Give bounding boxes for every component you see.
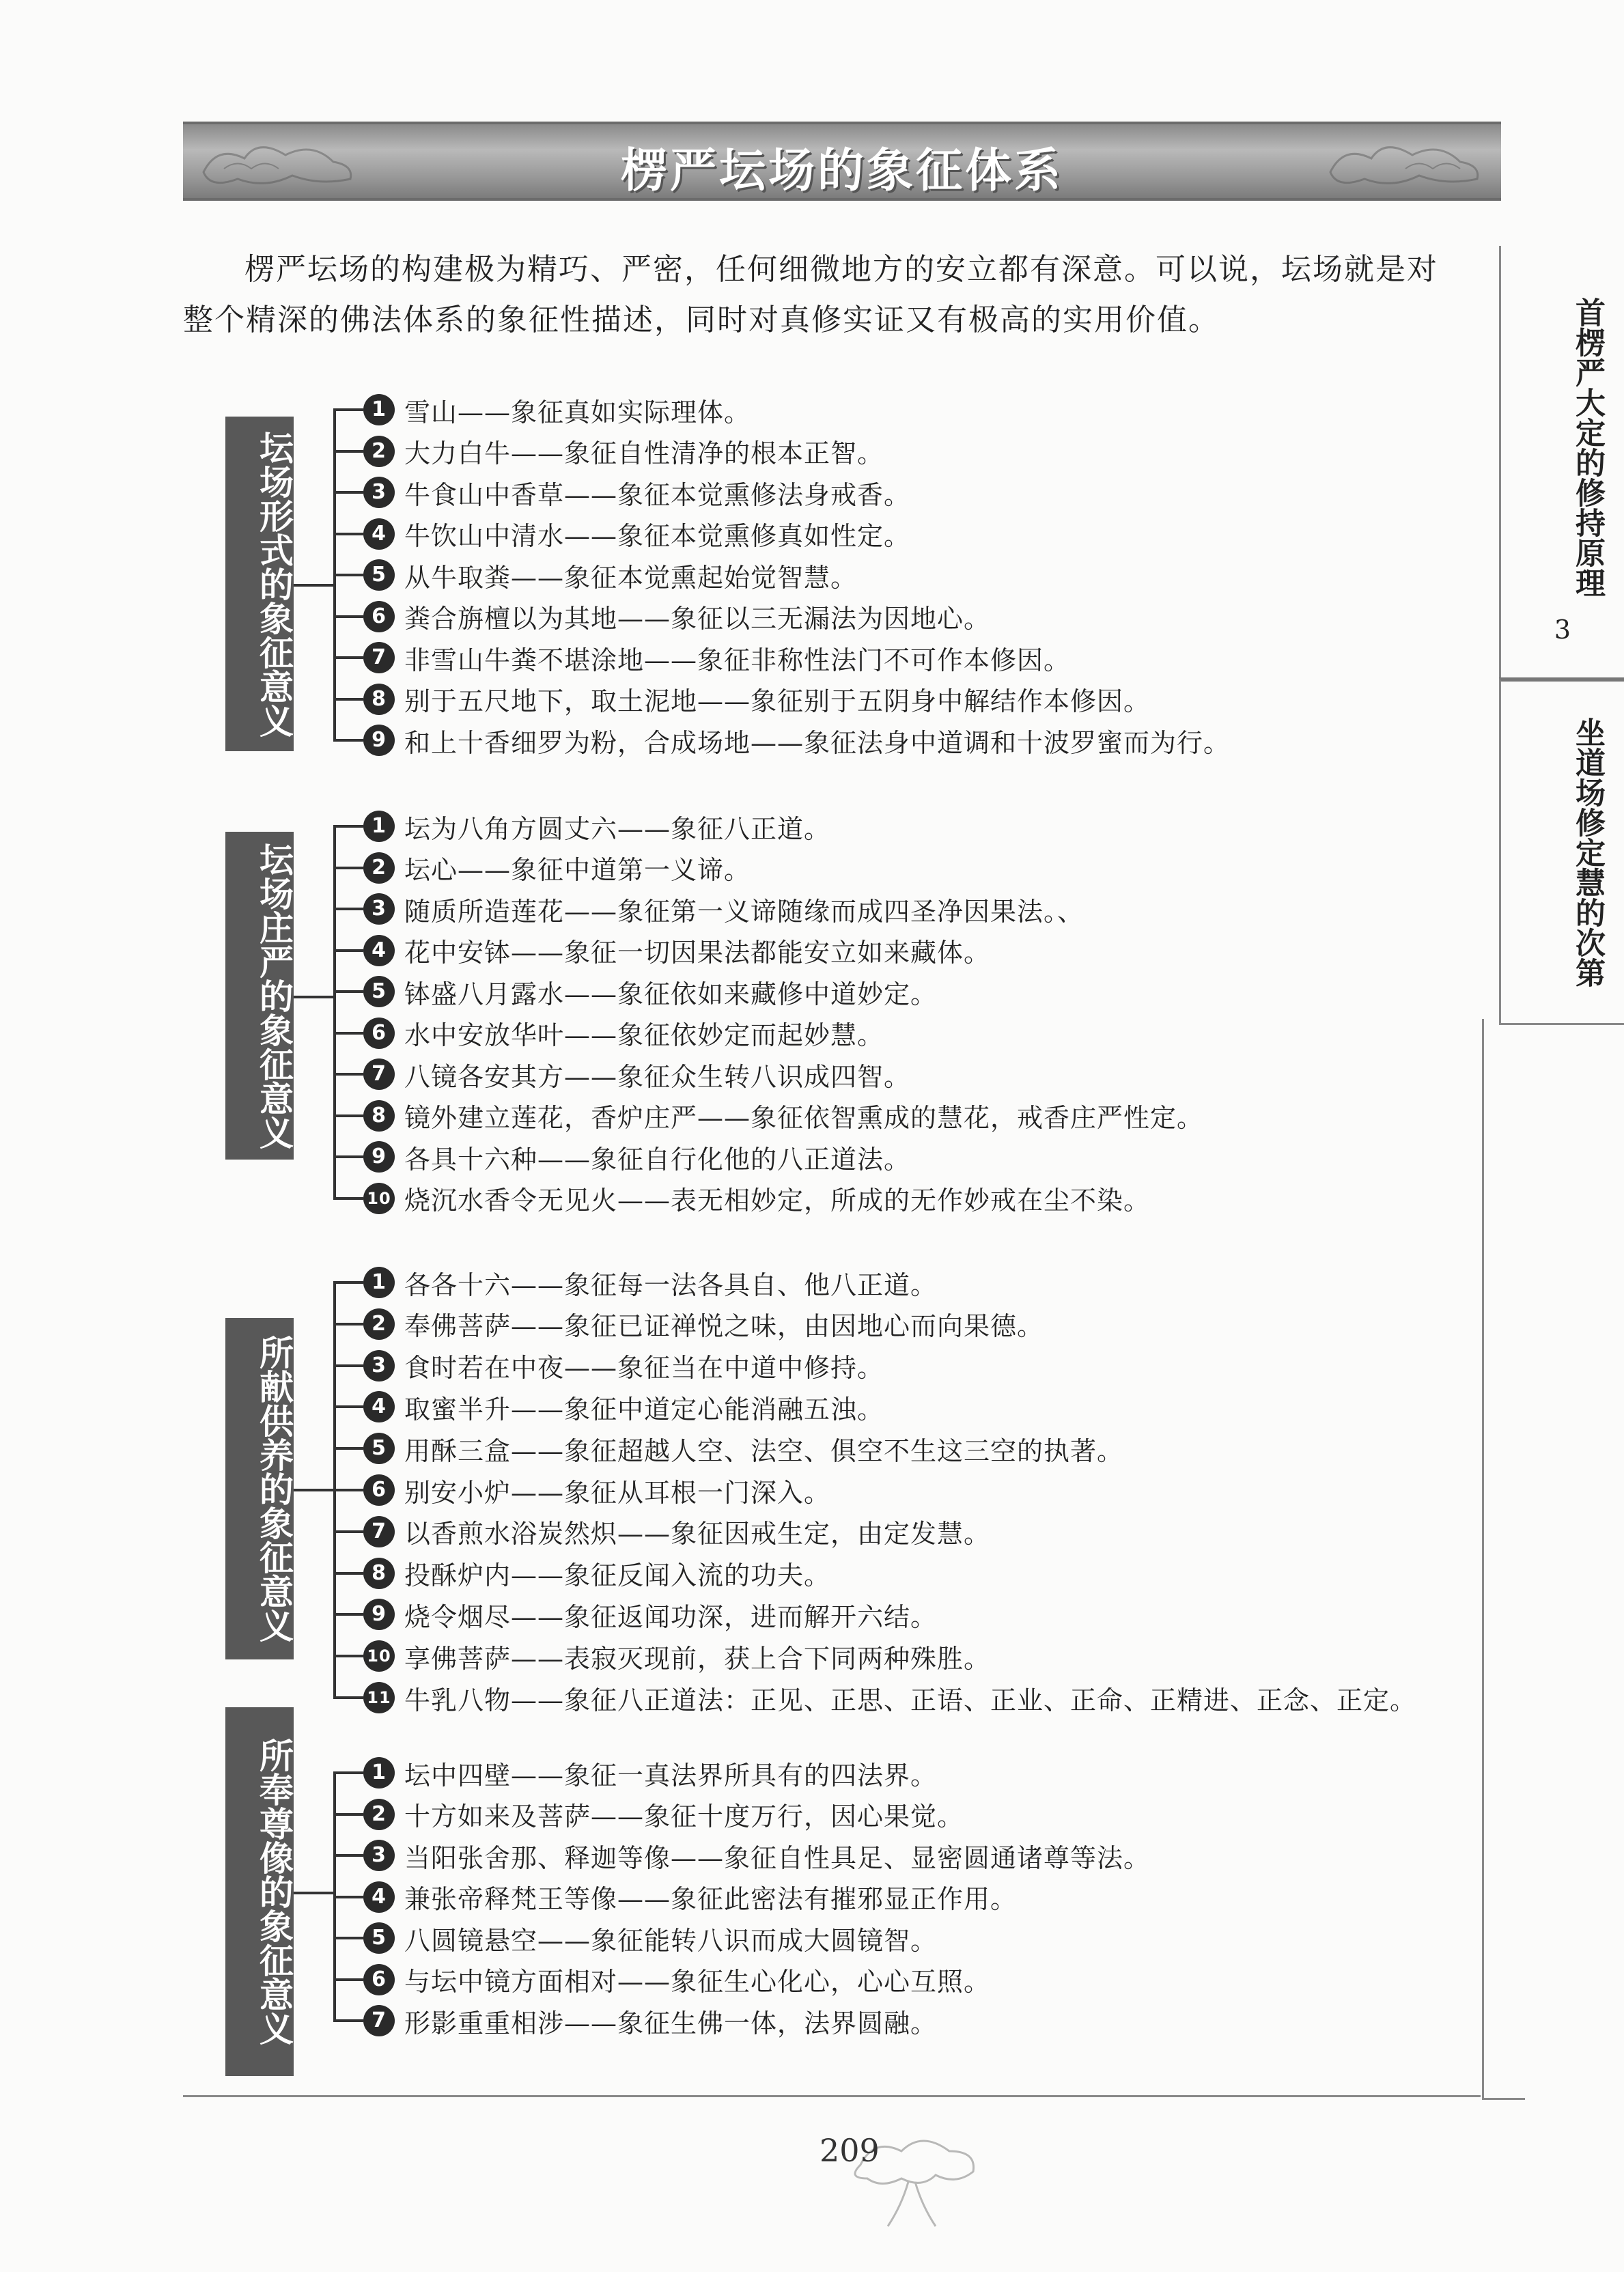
branch-tick [333, 491, 363, 494]
branch-tick [333, 2019, 363, 2022]
branch-tick [333, 1032, 363, 1035]
item-number-badge: 5 [363, 1433, 395, 1464]
item-text: 形影重重相涉——象征生佛一体，法界圆融。 [404, 2008, 938, 2038]
item-text: 当阳张舍那、释迦等像——象征自性具足、显密圆通诸尊等法。 [404, 1842, 1151, 1873]
item-number-badge: 4 [363, 1881, 395, 1913]
item-number-badge: 9 [363, 1599, 395, 1630]
item-number-badge: 1 [363, 1267, 395, 1298]
branch-tick [333, 1771, 363, 1774]
item-text: 花中安钵——象征一切因果法都能安立如来藏体。 [404, 938, 991, 968]
item-number-badge: 5 [363, 559, 395, 591]
item-number-badge: 7 [363, 642, 395, 673]
chapter-number: 3 [1554, 615, 1571, 645]
item-number-badge: 2 [363, 436, 395, 467]
list-item [333, 596, 990, 637]
item-text: 牛饮山中清水——象征本觉熏修真如性定。 [404, 521, 911, 551]
list-item [333, 1470, 830, 1511]
item-text: 大力白牛——象征自性清净的根本正智。 [404, 438, 884, 468]
item-text: 投酥炉内——象征反闻入流的功夫。 [404, 1560, 831, 1591]
branch-tick [333, 1155, 363, 1158]
item-text: 别于五尺地下，取土泥地——象征别于五阴身中解结作本修因。 [404, 686, 1151, 716]
branch-tick [333, 1813, 363, 1816]
list-item [333, 1959, 990, 2000]
item-text: 非雪山牛粪不堪涂地——象征非称性法门不可作本修因。 [404, 645, 1071, 675]
list-item [333, 472, 910, 513]
item-number-badge: 9 [363, 1141, 395, 1173]
branch-tick [333, 1489, 363, 1491]
item-text: 八圆镜悬空——象征能转八识而成大圆镜智。 [404, 1925, 938, 1956]
item-text: 坛心——象征中道第一义谛。 [404, 855, 751, 885]
item-number-badge: 5 [363, 976, 395, 1007]
branch-tick [333, 1896, 363, 1898]
item-text: 钵盛八月露水——象征依如来藏修中道妙定。 [404, 979, 938, 1009]
item-text: 和上十香细罗为粉，合成场地——象征法身中道调和十波罗蜜而为行。 [404, 727, 1231, 758]
item-text: 八镜各安其方——象征众生转八识成四智。 [404, 1061, 911, 1092]
side-tab-chapter [1499, 677, 1624, 1025]
list-item [333, 1304, 1044, 1345]
branch-tick [333, 949, 363, 952]
branch-tick [333, 615, 363, 618]
item-text: 随质所造莲花——象征第一义谛随缘而成四圣净因果法。、 [404, 896, 1084, 927]
branch-tick [333, 1937, 363, 1939]
item-text: 十方如来及菩萨——象征十度万行，因心果觉。 [404, 1801, 964, 1832]
list-item [333, 806, 830, 847]
item-number-badge: 2 [363, 1799, 395, 1830]
branch-tick [333, 1114, 363, 1117]
list-item [333, 514, 910, 555]
list-item [333, 1262, 937, 1303]
bracket-connector [294, 1892, 333, 1894]
item-text: 食时若在中夜——象征当在中道中修持。 [404, 1353, 884, 1384]
list-item [333, 1594, 937, 1635]
item-number-badge: 8 [363, 1100, 395, 1132]
bracket-connector [294, 584, 333, 587]
list-item [333, 1136, 910, 1177]
item-text: 取蜜半升——象征中道定心能消融五浊。 [404, 1394, 884, 1425]
branch-tick [333, 1655, 363, 1657]
list-item [333, 930, 990, 971]
item-text: 雪山——象征真如实际理体。 [404, 397, 751, 427]
list-item [333, 1794, 964, 1835]
item-number-badge: 3 [363, 1350, 395, 1382]
item-text: 奉佛菩萨——象征已证禅悦之味，由因地心而向果德。 [404, 1311, 1044, 1342]
item-number-badge: 6 [363, 1964, 395, 1995]
list-item [333, 1054, 910, 1095]
item-text: 兼张帝释梵王等像——象征此密法有摧邪显正作用。 [404, 1884, 1018, 1914]
item-text: 从牛取粪——象征本觉熏起始觉智慧。 [404, 562, 858, 593]
item-text: 坛为八角方圆丈六——象征八正道。 [404, 813, 831, 844]
branch-tick [333, 1613, 363, 1616]
section-label: 所奉尊像的象征意义 [225, 1707, 294, 2076]
item-text: 享佛菩萨——表寂灭现前，获上合下同两种殊胜。 [404, 1643, 991, 1674]
item-number-badge: 7 [363, 1058, 395, 1090]
bracket-connector [294, 1489, 333, 1491]
item-text: 各具十六种——象征自行化他的八正道法。 [404, 1144, 911, 1175]
item-number-badge: 8 [363, 684, 395, 715]
item-number-badge: 10 [363, 1183, 395, 1214]
item-number-badge: 4 [363, 518, 395, 550]
item-number-badge: 2 [363, 1308, 395, 1340]
list-item [333, 1511, 990, 1552]
branch-tick [333, 867, 363, 869]
item-number-badge: 1 [363, 1757, 395, 1789]
list-item [333, 1636, 990, 1677]
branch-tick [333, 825, 363, 828]
branch-tick [333, 1530, 363, 1533]
branch-tick [333, 1405, 363, 1408]
chapter-title: 坐道场修定慧的次第 [1570, 717, 1605, 987]
list-item [333, 2000, 937, 2041]
list-item [333, 1345, 884, 1386]
item-text: 水中安放华叶——象征依妙定而起妙慧。 [404, 1020, 884, 1050]
branch-tick [333, 574, 363, 576]
intro-paragraph: 楞严坛场的构建极为精巧、严密，任何细微地方的安立都有深意。可以说，坛场就是对整个精深的佛法体系的象征性描述，同时对真修实证又有极高的实用价值。 [183, 252, 1438, 337]
item-text: 牛乳八物——象征八正道法：正见、正思、正语、正业、正命、正精进、正念、正定。 [404, 1685, 1417, 1715]
footer-divider [183, 2095, 1481, 2097]
item-number-badge: 3 [363, 893, 395, 925]
branch-tick [333, 1323, 363, 1326]
branch-tick [333, 1978, 363, 1981]
item-number-badge: 1 [363, 811, 395, 842]
list-item [333, 888, 1084, 929]
item-text: 烧沉水香令无见火——表无相妙定，所成的无作妙戒在尘不染。 [404, 1186, 1151, 1216]
item-number-badge: 3 [363, 477, 395, 508]
list-item [333, 1677, 1416, 1718]
branch-tick [333, 1696, 363, 1699]
branch-tick [333, 990, 363, 993]
item-number-badge: 4 [363, 1391, 395, 1422]
item-number-badge: 3 [363, 1840, 395, 1871]
branch-tick [333, 1572, 363, 1575]
item-number-badge: 6 [363, 1018, 395, 1049]
list-item [333, 555, 857, 595]
item-number-badge: 10 [363, 1640, 395, 1672]
branch-tick [333, 1281, 363, 1284]
bracket-connector [294, 996, 333, 998]
list-item [333, 1095, 1203, 1136]
item-number-badge: 4 [363, 935, 395, 966]
page-edge-curve [1482, 1019, 1525, 2100]
item-text: 牛食山中香草——象征本觉熏修法身戒香。 [404, 479, 911, 510]
item-number-badge: 1 [363, 394, 395, 425]
section-label: 所献供养的象征意义 [225, 1318, 294, 1659]
item-text: 别安小炉——象征从耳根一门深入。 [404, 1477, 831, 1508]
branch-tick [333, 698, 363, 701]
branch-tick [333, 908, 363, 910]
list-item [333, 1918, 937, 1959]
item-number-badge: 7 [363, 1516, 395, 1547]
list-item [333, 971, 937, 1012]
list-item [333, 1428, 1123, 1469]
branch-tick [333, 1364, 363, 1367]
list-item [333, 1386, 884, 1427]
list-item [333, 720, 1230, 761]
branch-tick [333, 1073, 363, 1076]
list-item [333, 389, 751, 430]
list-item [333, 847, 751, 888]
item-number-badge: 6 [363, 601, 395, 632]
list-item [333, 431, 884, 472]
item-text: 用酥三盒——象征超越人空、法空、俱空不生这三空的执著。 [404, 1435, 1124, 1466]
list-item [333, 1553, 830, 1594]
list-item [333, 637, 1070, 678]
item-number-badge: 2 [363, 852, 395, 884]
side-tab-book [1499, 246, 1624, 683]
branch-tick [333, 739, 363, 742]
item-number-badge: 11 [363, 1682, 395, 1713]
branch-tick [333, 656, 363, 659]
page-number: 209 [820, 2132, 880, 2169]
item-number-badge: 9 [363, 725, 395, 756]
book-title: 首楞严大定的修持原理 [1570, 297, 1605, 598]
list-item [333, 1752, 937, 1793]
branch-tick [333, 1447, 363, 1450]
item-number-badge: 5 [363, 1922, 395, 1954]
item-number-badge: 8 [363, 1558, 395, 1589]
item-number-badge: 6 [363, 1474, 395, 1506]
list-item [333, 1835, 1150, 1876]
branch-tick [333, 408, 363, 411]
item-text: 烧令烟尽——象征返闻功深，进而解开六结。 [404, 1601, 938, 1632]
item-text: 以香煎水浴炭然炽——象征因戒生定，由定发慧。 [404, 1519, 991, 1549]
branch-tick [333, 1854, 363, 1857]
list-item [333, 1877, 1017, 1918]
item-text: 与坛中镜方面相对——象征生心化心，心心互照。 [404, 1967, 991, 1997]
item-text: 粪合旃檀以为其地——象征以三无漏法为因地心。 [404, 604, 991, 634]
branch-tick [333, 1197, 363, 1200]
list-item [333, 1178, 1150, 1219]
branch-tick [333, 450, 363, 453]
item-text: 各各十六——象征每一法各具自、他八正道。 [404, 1270, 938, 1300]
item-number-badge: 7 [363, 2005, 395, 2036]
list-item [333, 1013, 884, 1054]
item-text: 坛中四壁——象征一真法界所具有的四法界。 [404, 1760, 938, 1791]
item-text: 镜外建立莲花，香炉庄严——象征依智熏成的慧花，戒香庄严性定。 [404, 1103, 1204, 1133]
page-title: 楞严坛场的象征体系 [620, 144, 1063, 198]
section-label: 坛场形式的象征意义 [225, 417, 294, 751]
branch-tick [333, 533, 363, 535]
title-banner [183, 122, 1501, 201]
section-label: 坛场庄严的象征意义 [225, 832, 294, 1160]
list-item [333, 679, 1150, 720]
